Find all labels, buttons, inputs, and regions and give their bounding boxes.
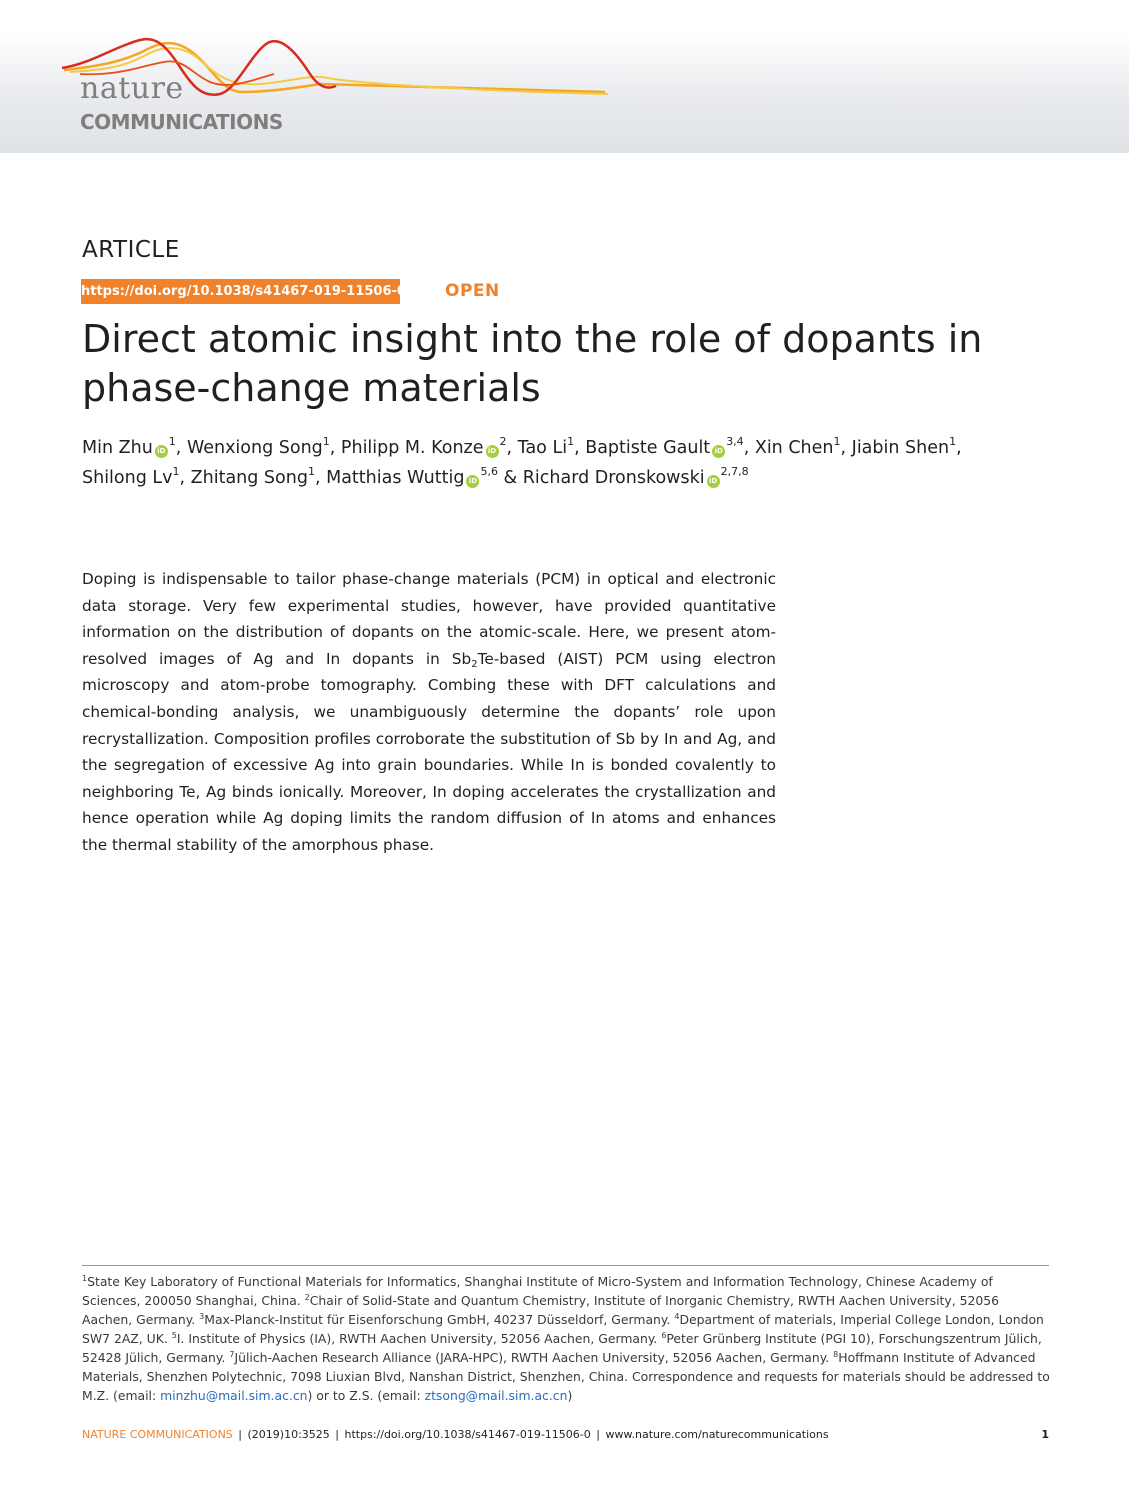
affiliations-divider — [82, 1265, 1049, 1266]
author — [754, 435, 841, 458]
affiliation-text: Max-Planck-Institut für Eisenforschung GmbH, 40237 Düsseldorf, Germany. — [204, 1312, 675, 1327]
author-affiliation-number: 5,6 — [480, 465, 498, 478]
affiliation-text: Peter Grünberg Institute (PGI 10), Forschungszentrum Jülich, 52428 Jülich, Germany. — [82, 1331, 1042, 1365]
affiliation-text: Jülich-Aachen Research Alliance (JARA-HPC), RWTH Aachen University, 52056 Aachen, Germany. — [234, 1350, 834, 1365]
footer-citation: (2019)10:3525 — [247, 1428, 330, 1441]
author-affiliation-number: 1 — [833, 435, 841, 448]
affiliation-list — [82, 1274, 1044, 1384]
affiliation-number: 1 — [82, 1274, 88, 1283]
affiliation-number: 7 — [229, 1350, 235, 1359]
orcid-icon[interactable]: iD — [466, 475, 479, 488]
affiliation-number: 4 — [674, 1312, 680, 1321]
author-affiliation-number: 1 — [307, 465, 315, 478]
logo-communications-text: COMMUNICATIONS — [80, 110, 283, 134]
footer-journal-name: NATURE COMMUNICATIONS — [82, 1428, 233, 1441]
affiliation-number: 3 — [199, 1312, 205, 1321]
author — [851, 435, 957, 458]
affiliation-number: 8 — [833, 1350, 839, 1359]
affiliation-text: Chair of Solid-State and Quantum Chemistry, Institute of Inorganic Chemistry, RWTH Aachen University, 52056 Aachen, Germany. — [82, 1293, 1000, 1327]
affiliation-text: Hoffmann Institute of Advanced Materials, Shenzhen Polytechnic, 7098 Liuxian Blvd, Nanshan District, Shenzhen, China. — [82, 1350, 1036, 1384]
logo-nature-text: nature — [80, 71, 184, 106]
abstract-text-part1: Doping is indispensable to tailor phase-change materials (PCM) in optical and electronic data storage. Very few experimental studies, however, have provided quantitative information on the distribution of dopants on the atomic-scale. Here, we present atom-resolved images of Ag and In dopants in Sb — [82, 570, 776, 668]
author-name: Tao Li — [517, 438, 568, 458]
author-affiliation-number: 1 — [168, 435, 176, 448]
abstract-subscript: 2 — [471, 658, 478, 670]
author-list: Min Zhu $iD^1$, Wenxiong Song$^1$, Philipp M. Konze $iD^2$, Tao Li$^1$, Baptiste Gault iD$^{3,4}$, Xin Chen$^1$, Jiabin Shen$^1$, Shilong Lv$^1$, Zhitang Song$^1$, Matthias Wuttig iD$^{5,6}$ & Richard Dronskowski iD$^{2,7,8}$ — [82, 435, 962, 488]
affiliation-number: 6 — [661, 1331, 667, 1340]
doi-badge-link[interactable]: https://doi.org/10.1038/s41467-019-11506-0 — [81, 279, 400, 304]
open-access-label: OPEN — [445, 281, 500, 301]
author-name: Min Zhu — [82, 438, 153, 458]
orcid-icon[interactable]: iD — [707, 475, 720, 488]
footer-separator: | — [238, 1428, 243, 1441]
author-affiliation-number: 2,7,8 — [720, 465, 749, 478]
footer-separator: | — [335, 1428, 340, 1441]
author — [82, 465, 180, 488]
footer-website-link[interactable]: www.nature.com/naturecommunications — [605, 1428, 829, 1441]
author-name: Jiabin Shen — [851, 438, 950, 458]
author-affiliation-number: 1 — [567, 435, 575, 448]
author — [340, 435, 507, 458]
author — [82, 435, 176, 458]
author-name: Matthias Wuttig — [326, 468, 465, 488]
author-affiliation-number: 2 — [499, 435, 507, 448]
correspondence-middle: ) or to Z.S. (email: — [307, 1388, 425, 1403]
page-number: 1 — [1041, 1428, 1049, 1441]
author-name: Zhitang Song — [190, 468, 308, 488]
article-type-label: ARTICLE — [82, 237, 180, 263]
affiliations-block — [82, 1272, 1050, 1405]
author — [186, 435, 330, 458]
orcid-icon[interactable]: iD — [486, 445, 499, 458]
affiliation-number: 2 — [304, 1293, 310, 1302]
author-name: Philipp M. Konze — [340, 438, 484, 458]
author-name: Wenxiong Song — [186, 438, 323, 458]
abstract — [82, 566, 776, 859]
author-name: Baptiste Gault — [585, 438, 711, 458]
affiliation-text: Department of materials, Imperial College London, London SW7 2AZ, UK. — [82, 1312, 1044, 1346]
author-affiliation-number: 1 — [172, 465, 180, 478]
article-title: Direct atomic insight into the role of dopants in phase-change materials — [82, 317, 983, 410]
email-link-zhu[interactable]: minzhu@mail.sim.ac.cn — [160, 1388, 308, 1403]
affiliation-number: 5 — [171, 1331, 177, 1340]
footer-separator: | — [596, 1428, 600, 1441]
author — [517, 435, 575, 458]
author-affiliation-number: 3,4 — [726, 435, 744, 448]
email-link-song[interactable]: ztsong@mail.sim.ac.cn — [424, 1388, 568, 1403]
affiliation-text: I. Institute of Physics (IA), RWTH Aachen University, 52056 Aachen, Germany. — [176, 1331, 662, 1346]
affiliation-text: State Key Laboratory of Functional Materials for Informatics, Shanghai Institute of Micro-System and Information Technology, Chinese Academy of Sciences, 200050 Shanghai, China. — [82, 1274, 993, 1308]
author — [190, 465, 315, 488]
abstract-text-part2: Te-based (AIST) PCM using electron microscopy and atom-probe tomography. Combing these with DFT calculations and chemical-bonding analysis, we unambiguously determine the dopants’ role upon recrystallization. Composition profiles corroborate the substitution of Sb by In and Ag, and the segregation of excessive Ag into grain boundaries. While In is bonded covalently to neighboring Te, Ag binds ionically. Moreover, In doping accelerates the crystallization and hence operation while Ag doping limits the random diffusion of In atoms and enhances the thermal stability of the amorphous phase. — [82, 649, 776, 854]
author-affiliation-number: 1 — [949, 435, 957, 448]
page-footer — [82, 1427, 1049, 1443]
author — [522, 465, 749, 488]
orcid-icon[interactable]: iD — [712, 445, 725, 458]
footer-doi-link[interactable]: https://doi.org/10.1038/s41467-019-11506-0 — [344, 1428, 591, 1441]
author-affiliation-number: 1 — [322, 435, 330, 448]
author-name: Richard Dronskowski — [522, 468, 705, 488]
author — [326, 465, 498, 488]
author-name: Shilong Lv — [82, 468, 173, 488]
author — [585, 435, 744, 458]
author-name: Xin Chen — [754, 438, 834, 458]
correspondence-suffix: ) — [567, 1388, 573, 1403]
correspondence-prefix: Correspondence and requests for materials should be addressed to M.Z. (email: — [82, 1369, 1050, 1403]
orcid-icon[interactable]: iD — [155, 445, 168, 458]
